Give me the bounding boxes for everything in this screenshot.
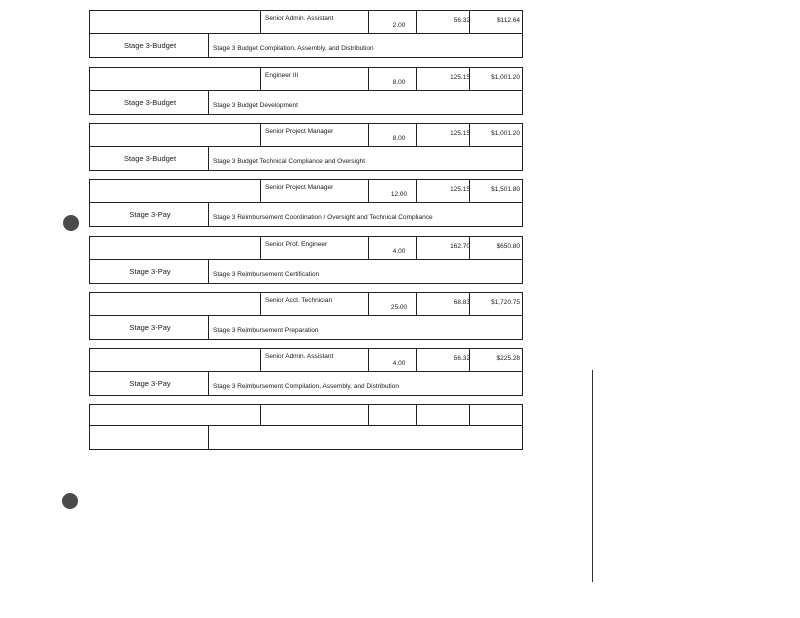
task-entry	[89, 236, 523, 284]
entry-summary-row	[89, 372, 523, 396]
rate-value: 162.70	[450, 243, 470, 250]
entry-detail-row	[89, 10, 523, 34]
hours-value: 2.00	[392, 22, 406, 29]
task-description: Stage 3 Budget Technical Compliance and Oversight	[213, 158, 366, 165]
entry-detail-row	[89, 292, 523, 316]
task-description: Stage 3 Budget Development	[213, 102, 298, 109]
amount-value: $112.64	[496, 17, 520, 24]
entry-summary-row	[89, 260, 523, 284]
amount-value: $1,001.20	[491, 74, 520, 81]
entry-summary-row	[89, 203, 523, 227]
entry-summary-row	[89, 91, 523, 115]
entry-summary-row	[89, 316, 523, 340]
entry-summary-row	[89, 34, 523, 58]
empty-task-entry	[89, 404, 523, 450]
position-title: Engineer III	[265, 72, 299, 79]
stage-label: Stage 3-Pay	[129, 379, 171, 388]
amount-value: $1,001.20	[491, 130, 520, 137]
stage-label: Stage 3-Budget	[123, 41, 177, 50]
entry-detail-row	[89, 123, 523, 147]
task-description: Stage 3 Budget Compilation, Assembly, and Distribution	[213, 45, 374, 52]
stage-label: Stage 3-Pay	[129, 210, 171, 219]
task-entry	[89, 67, 523, 115]
stage-label: Stage 3-Budget	[123, 154, 177, 163]
entry-detail-row	[89, 67, 523, 91]
rate-value: 125.15	[450, 130, 470, 137]
hole-punch-mark	[62, 493, 78, 509]
position-title: Senior Project Manager	[265, 128, 334, 135]
rate-value: 56.32	[453, 355, 470, 362]
hours-value: 12.00	[390, 191, 408, 198]
amount-value: $650.80	[496, 243, 520, 250]
margin-line	[592, 370, 593, 582]
hours-value: 8.00	[392, 135, 406, 142]
hours-value: 8.00	[392, 79, 406, 86]
position-title: Senior Project Manager	[265, 184, 334, 191]
position-title: Senior Admin. Assistant	[265, 15, 334, 22]
task-entry	[89, 10, 523, 58]
task-entry	[89, 292, 523, 340]
empty-detail-row	[89, 404, 523, 426]
amount-value: $1,720.75	[491, 299, 520, 306]
amount-value: $1,501.80	[491, 186, 520, 193]
task-description: Stage 3 Reimbursement Preparation	[213, 327, 319, 334]
entry-detail-row	[89, 179, 523, 203]
task-description: Stage 3 Reimbursement Coordination / Oversight and Technical Compliance	[213, 214, 433, 221]
entry-detail-row	[89, 236, 523, 260]
entry-summary-row	[89, 147, 523, 171]
task-description: Stage 3 Reimbursement Certification	[213, 271, 320, 278]
stage-label: Stage 3-Pay	[129, 267, 171, 276]
empty-summary-row	[89, 426, 523, 450]
hole-punch-mark	[63, 215, 79, 231]
task-entry	[89, 348, 523, 396]
stage-label: Stage 3-Budget	[123, 98, 177, 107]
entry-detail-row	[89, 348, 523, 372]
amount-value: $225.28	[496, 355, 520, 362]
rate-value: 68.83	[453, 299, 470, 306]
hours-value: 4.00	[392, 360, 406, 367]
task-entry	[89, 123, 523, 171]
hours-value: 4.00	[392, 248, 406, 255]
stage-label: Stage 3-Pay	[129, 323, 171, 332]
position-title: Senior Prof. Engineer	[265, 241, 328, 248]
hours-value: 25.00	[390, 304, 408, 311]
position-title: Senior Acct. Technician	[265, 297, 333, 304]
rate-value: 125.15	[450, 74, 470, 81]
task-description: Stage 3 Reimbursement Compilation, Assembly, and Distribution	[213, 383, 399, 390]
position-title: Senior Admin. Assistant	[265, 353, 334, 360]
rate-value: 56.32	[453, 17, 470, 24]
task-entry	[89, 179, 523, 227]
rate-value: 125.15	[450, 186, 470, 193]
